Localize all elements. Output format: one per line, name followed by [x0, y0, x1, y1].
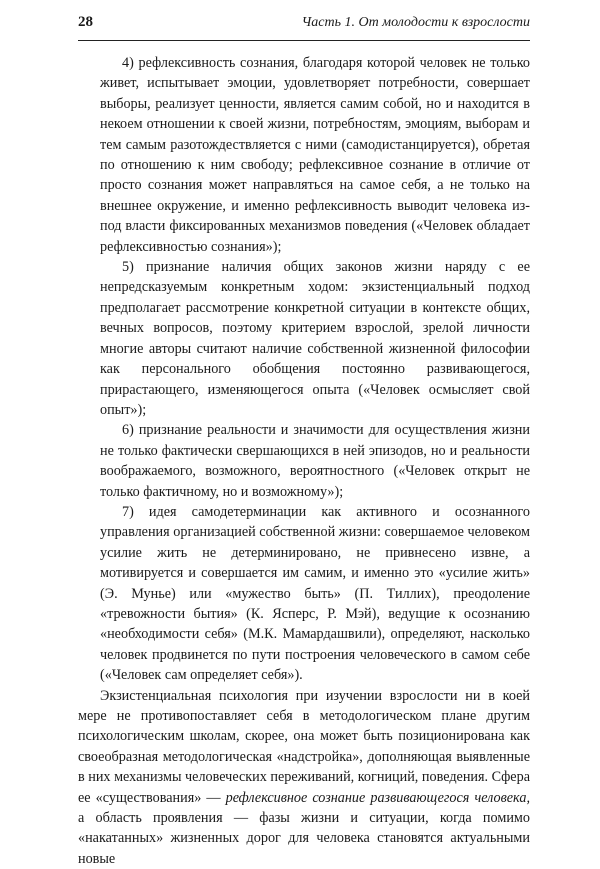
list-item-7: 7) идея самодетерминации как активного и осознанного управления организацией собственной жизни: совершаемое человеком усилие жить не детерминировано, не привнесено извне, а мотивируется и совершается им самим, и именно это «усилие жить» (Э. Мунье) или «мужество быть» (П. Тиллих), преодоление «тревожности бытия» (К. Ясперс, Р. Мэй), ведущие к осознанию «необходимости себя» (М.К. Мамардашвили), определяют, насколько человек продвинется по пути построения человеческого в самом себе («Человек сам определяет себя»). [100, 503, 530, 684]
page-body [78, 41, 530, 869]
page-number: 28 [78, 14, 93, 30]
closing-paragraph [78, 686, 530, 869]
list-item-5: 5) признание наличия общих законов жизни наряду с ее непредсказуемым конкретным ходом: экзистенциальный подход предполагает рассмотрение конкретной ситуации в контексте общих, вечных вопросов, поэтому критерием взрослой, зрелой личности многие авторы считают наличие собственной жизненной философии как персонального обобщения постоянно развивающегося, прирастающего, изменяющегося опыта («Человек осмысляет свой опыт»); [100, 259, 530, 418]
closing-text-start: Экзистенциальная психология при изучении взрослости ни в коей мере не противопоставляет себя в методологическом плане другим психологическим школам, скорее, она может быть позиционирована как своеобразная методологическая «надстройка», дополняющая выявленные в них механизмы человеческих переживаний, когниций, поведения. Сфера ее «существования» — [78, 687, 530, 806]
book-page [78, 10, 530, 869]
running-title: Часть 1. От молодости к взрослости [301, 15, 530, 30]
closing-emphasis: рефлексивное сознание развивающегося человека, [225, 789, 530, 806]
closing-text-end: а область проявления — фазы жизни и ситуации, когда помимо «накатанных» жизненных дорог для человека становятся актуальными новые [78, 810, 530, 867]
list-item-4: 4) рефлексивность сознания, благодаря которой человек не только живет, испытывает эмоции, удовлетворяет потребности, совершает выборы, реализует ценности, является самим собой, но и находится в некоем отношении к своей жизни, потребностям, эмоциям, выборам и тем самым разотождествляется с ними (самодистанцируется), обретая по отношению к ним свободу; рефлексивное сознание в отличие от просто сознания может направляться на самое себя, а не только на внешнее окружение, и именно рефлексивность выводит человека из-под власти фиксированных механизмов поведения («Человек обладает рефлексивностью сознания»); [100, 55, 530, 255]
page-header [78, 10, 530, 41]
list-item-6: 6) признание реальности и значимости для осуществления жизни не только фактически свершающихся в ней эпизодов, но и реальности воображаемого, возможного, вероятностного («Человек открыт не только фактичному, но и возможному»); [100, 422, 530, 500]
